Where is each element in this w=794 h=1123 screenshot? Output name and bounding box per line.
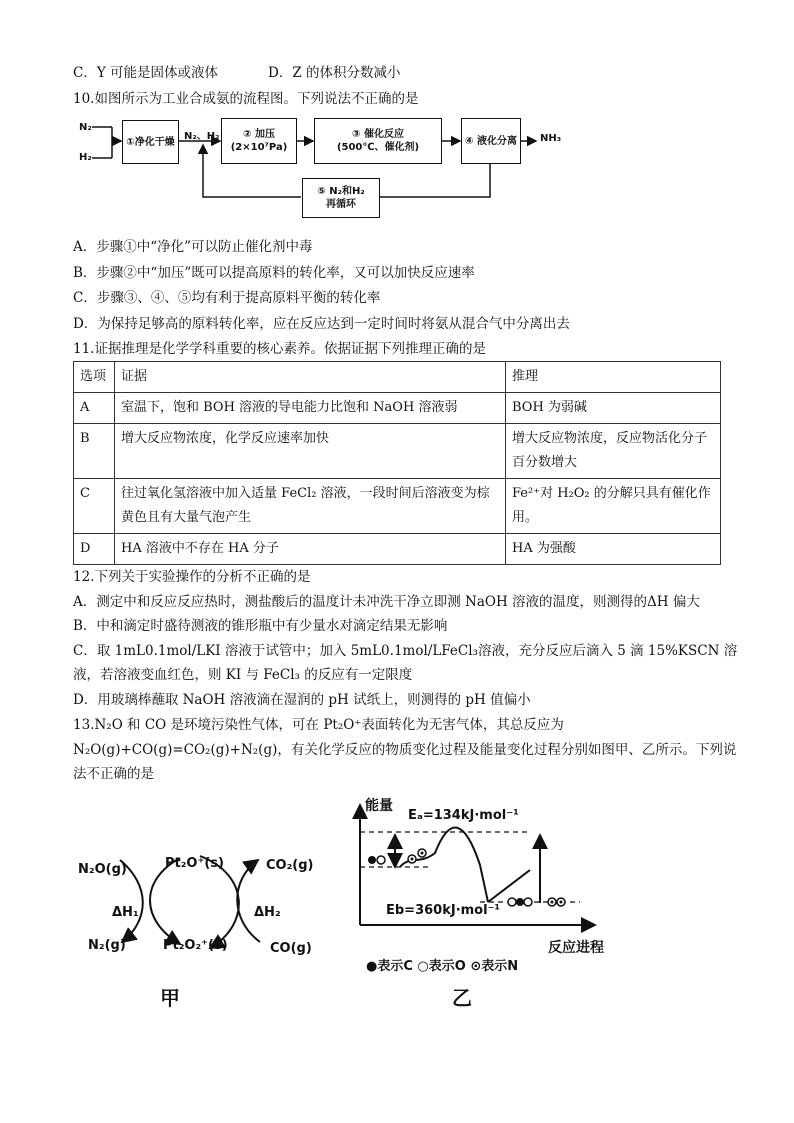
flow-step3-catalysis: ③ 催化反应 (500℃、催化剂)	[314, 118, 442, 164]
q13-stem-cont: N₂O(g)+CO(g)=CO₂(g)+N₂(g)，有关化学反应的物质变化过程及能量变化过程分别如图甲、乙所示。下列说	[73, 742, 737, 758]
yi-legend: ●表示C ○表示O ⊙表示N	[366, 959, 519, 974]
flow-input-h2: H₂	[79, 152, 92, 163]
row-option: A	[74, 393, 115, 424]
header-evidence: 证据	[115, 362, 506, 393]
jia-n2o: N₂O(g)	[78, 862, 127, 877]
jia-co2: CO₂(g)	[266, 858, 314, 873]
evidence-table	[73, 361, 721, 565]
jia-n2: N₂(g)	[88, 938, 126, 953]
table-row	[74, 393, 721, 424]
row-reasoning: HA 为强酸	[506, 534, 721, 565]
q12-option-c: C．取 1mL0.1mol/LKI 溶液于试管中；加入 5mL0.1mol/LFeCl₃溶液，充分反应后滴入 5 滴 15%KSCN 溶	[73, 643, 738, 659]
yi-x-label: 反应进程	[548, 940, 604, 956]
row-reasoning: Fe²⁺对 H₂O₂ 的分解只具有催化作用。	[506, 479, 721, 534]
q10-option-c: C．步骤③、④、⑤均有利于提高原料平衡的转化率	[73, 290, 381, 306]
flow-arrows	[0, 0, 794, 240]
row-reasoning: BOH 为弱碱	[506, 393, 721, 424]
flow-step4-liquefy: ④ 液化分离	[461, 118, 521, 164]
q12-option-b: B．中和滴定时盛待测液的锥形瓶中有少量水对滴定结果无影响	[73, 618, 448, 634]
row-evidence: 增大反应物浓度，化学反应速率加快	[115, 424, 506, 479]
row-option: B	[74, 424, 115, 479]
q12-option-a: A．测定中和反应反应热时，测盐酸后的温度计未冲洗干净立即测 NaOH 溶液的温度，则测得的ΔH 偏大	[73, 594, 700, 610]
row-reasoning: 增大反应物浓度，反应物活化分子百分数增大	[506, 424, 721, 479]
row-option: D	[74, 534, 115, 565]
row-evidence: 室温下，饱和 BOH 溶液的导电能力比饱和 NaOH 溶液弱	[115, 393, 506, 424]
row-evidence: HA 溶液中不存在 HA 分子	[115, 534, 506, 565]
header-reasoning: 推理	[506, 362, 721, 393]
flow-input-n2: N₂	[79, 122, 92, 133]
q12-option-d: D．用玻璃棒蘸取 NaOH 溶液滴在湿润的 pH 试纸上，则测得的 pH 值偏小	[73, 692, 531, 708]
q13-stem-end: 法不正确的是	[73, 766, 154, 782]
q11-stem: 11.证据推理是化学学科重要的核心素养。依据证据下列推理正确的是	[73, 341, 486, 357]
jia-caption: 甲	[160, 986, 180, 1010]
q10-option-a: A．步骤①中“净化”可以防止催化剂中毒	[73, 239, 313, 255]
jia-pt2o: Pt₂O⁺(s)	[165, 856, 224, 871]
option-c: C．Y 可能是固体或液体	[73, 65, 219, 81]
q10-option-d: D．为保持足够高的原料转化率，应在反应达到一定时间时将氨从混合气中分离出去	[73, 316, 570, 332]
q13-stem: 13.N₂O 和 CO 是环境污染性气体，可在 Pt₂O⁺表面转化为无害气体，其总反应为	[73, 717, 564, 733]
jia-dh1: ΔH₁	[112, 905, 139, 920]
yi-ea-label: Eₐ=134kJ·mol⁻¹	[408, 808, 519, 823]
yi-caption: 乙	[452, 986, 472, 1010]
jia-co: CO(g)	[270, 941, 312, 956]
flow-output-nh3: NH₃	[540, 133, 562, 144]
flow-step5-recycle: ⑤ N₂和H₂ 再循环	[302, 178, 380, 218]
table-row	[74, 424, 721, 479]
jia-pt2o2: Pt₂O₂⁺(s)	[163, 938, 228, 953]
q10-option-b: B．步骤②中“加压”既可以提高原料的转化率，又可以加快反应速率	[73, 265, 475, 281]
yi-y-label: 能量	[365, 798, 393, 814]
q12-stem: 12.下列关于实验操作的分析不正确的是	[73, 569, 311, 585]
jia-dh2: ΔH₂	[254, 905, 281, 920]
yi-molecules	[368, 849, 565, 906]
table-row	[74, 534, 721, 565]
q12-option-c-cont: 液，若溶液变血红色，则 KI 与 FeCl₃ 的反应有一定限度	[73, 667, 413, 683]
row-evidence: 往过氧化氢溶液中加入适量 FeCl₂ 溶液，一段时间后溶液变为棕黄色且有大量气泡产生	[115, 479, 506, 534]
table-header-row	[74, 362, 721, 393]
row-option: C	[74, 479, 115, 534]
q10-stem: 10.如图所示为工业合成氨的流程图。下列说法不正确的是	[73, 91, 419, 107]
flow-mid-label: N₂、H₂	[184, 131, 220, 142]
flow-step1-purify: ①净化干燥	[122, 120, 179, 164]
flow-step2-pressurize: ② 加压 (2×10⁷Pa)	[221, 118, 297, 164]
option-d: D．Z 的体积分数减小	[268, 65, 401, 81]
header-option: 选项	[74, 362, 115, 393]
table-row	[74, 479, 721, 534]
yi-eb-label: Eb=360kJ·mol⁻¹	[386, 903, 501, 918]
